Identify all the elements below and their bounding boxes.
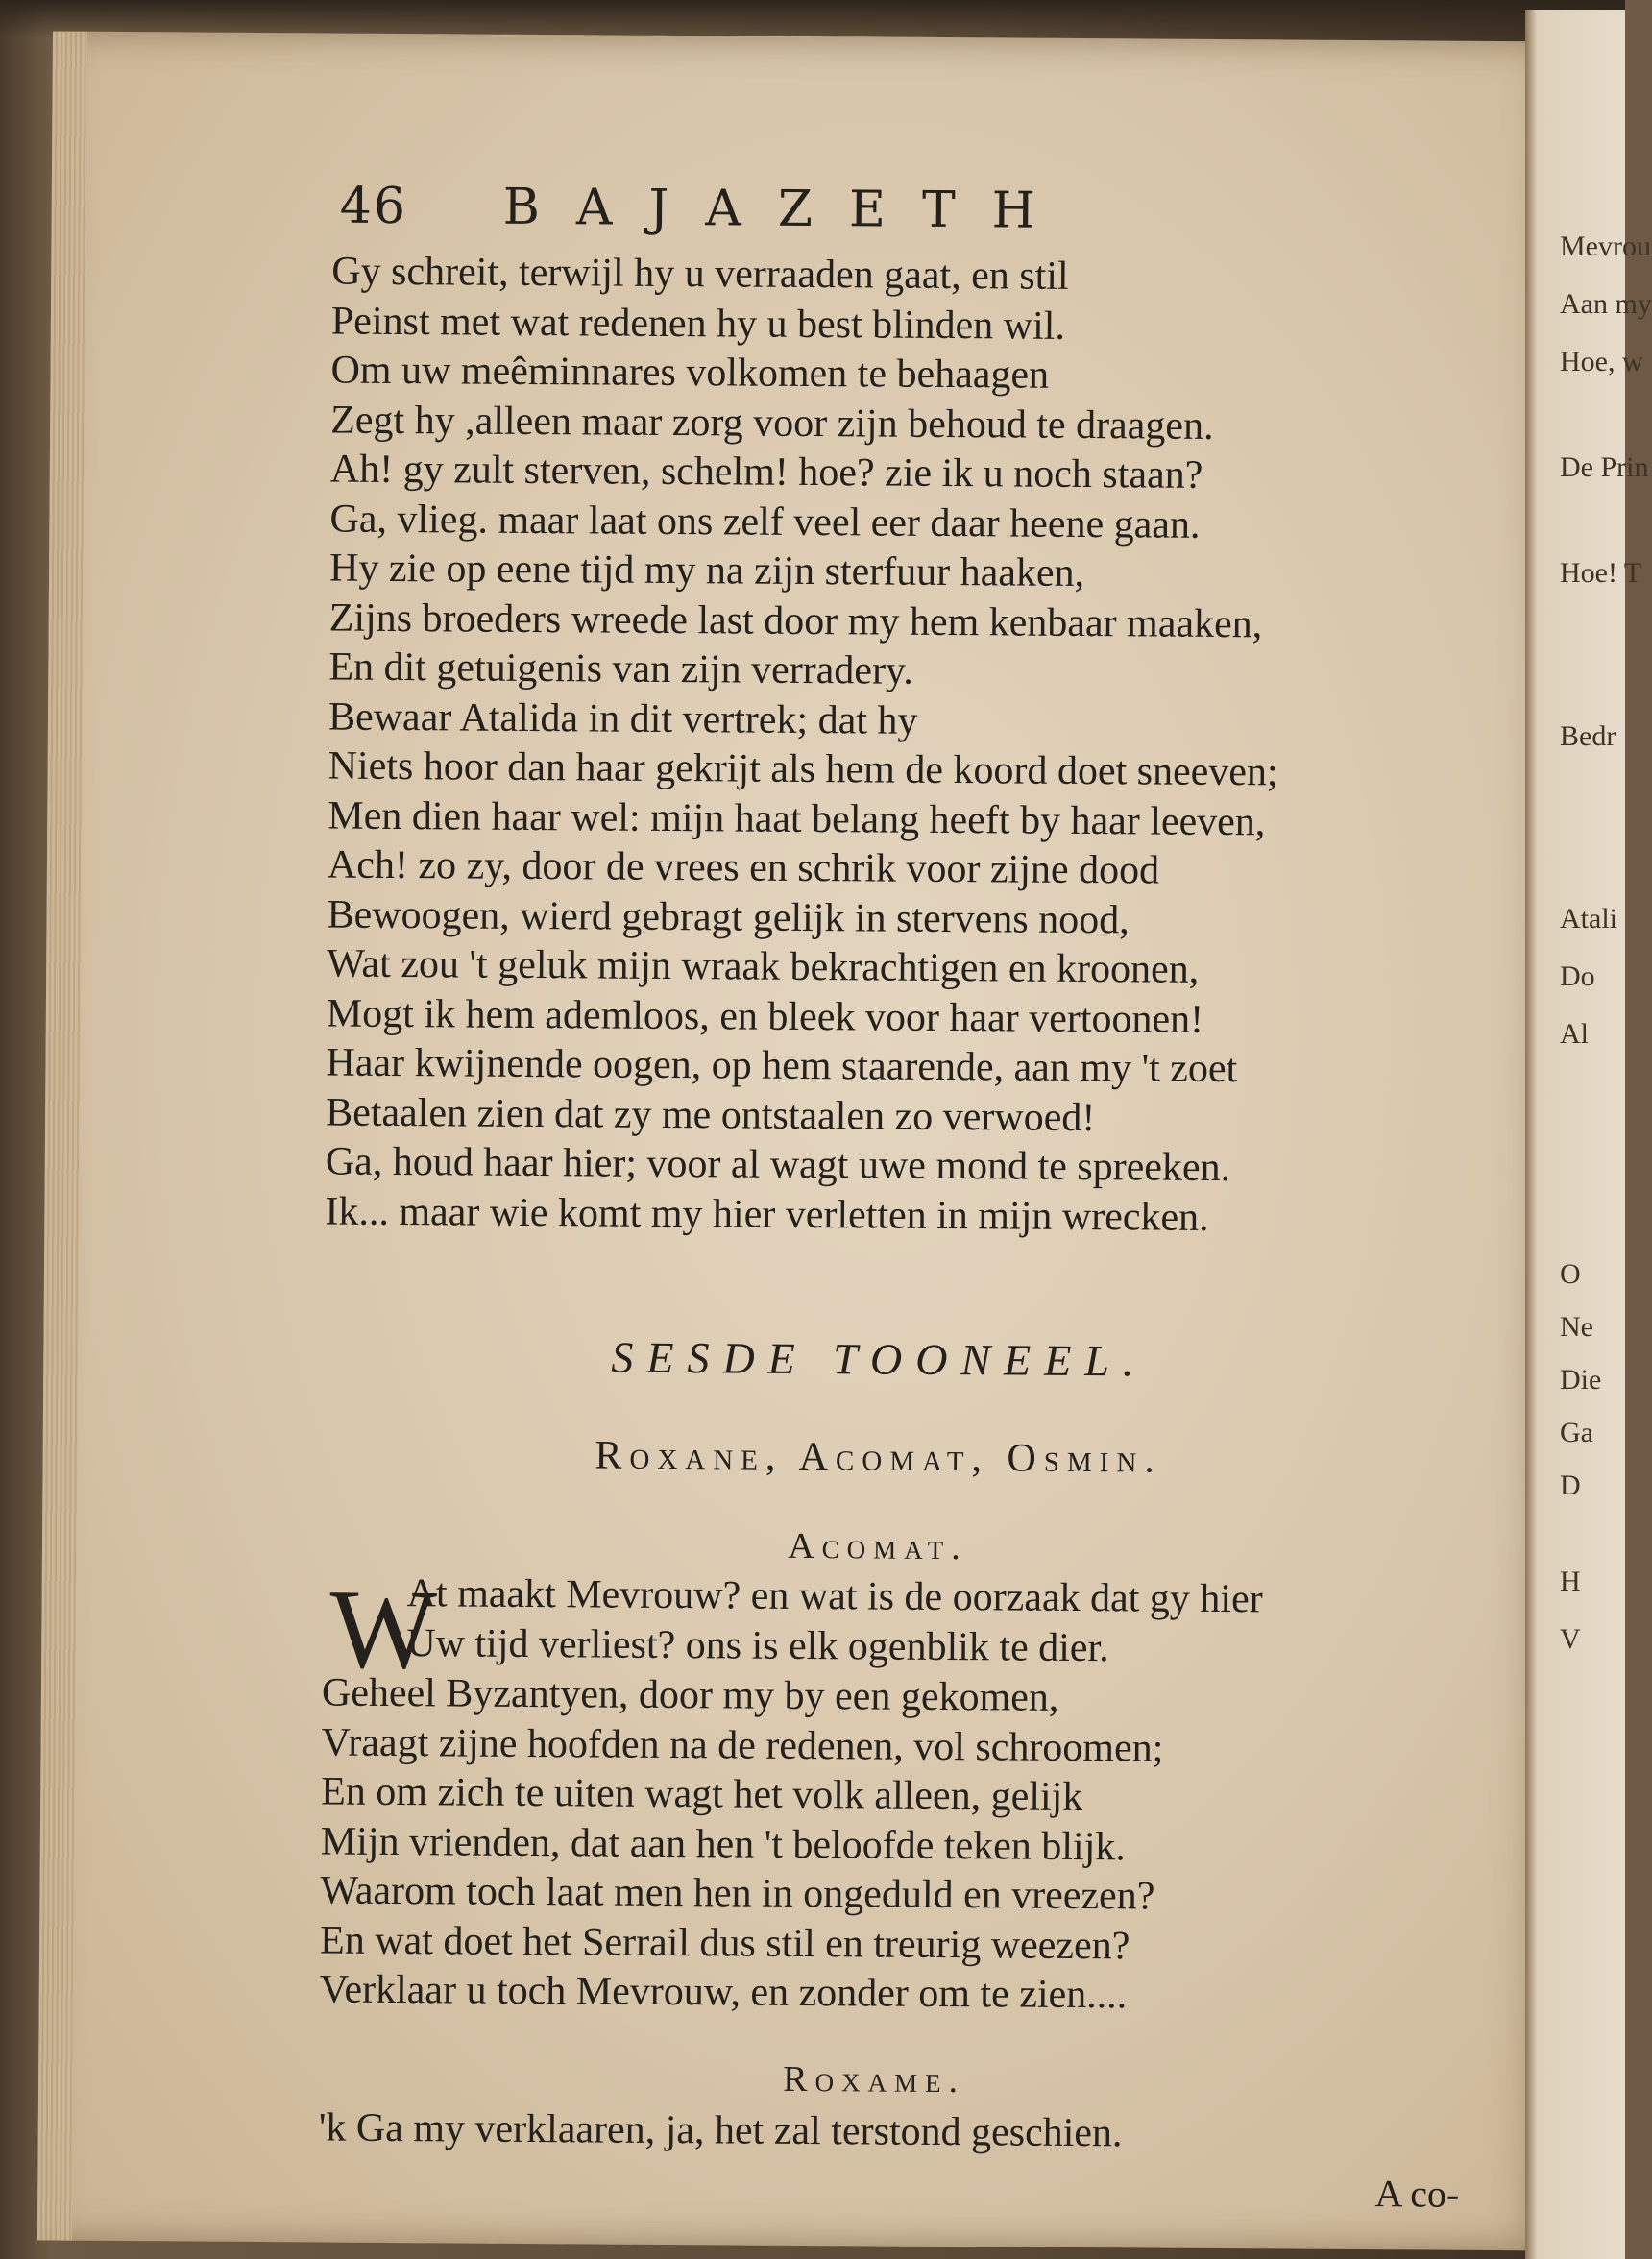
running-head: BAJAZETH [502,178,1073,240]
book-page [37,31,1570,2250]
adjacent-text: Ga [1560,1417,1593,1448]
adjacent-text: Hoe, w [1560,346,1643,377]
adjacent-text: Ne [1560,1311,1593,1343]
adjacent-text: Mevrou [1560,231,1651,262]
verse-line: Ik... maar wie komt my hier verletten in mijn wrecken. [325,1188,1209,1240]
adjacent-text: Atali [1560,903,1617,935]
adjacent-text: Do [1560,960,1595,992]
verse-line: At maakt Mevrouw? en wat is de oorzaak dat gy hier [406,1571,1263,1622]
verse-line: Mijn vrienden, dat aan hen 't beloofde teken blijk. [320,1818,1127,1869]
adjacent-text: Aan my [1560,288,1652,320]
verse-line: Haar kwijnende oogen, op hem staarende, aan my 't zoet [326,1040,1238,1092]
verse-line: Ga, vlieg. maar laat ons zelf veel eer daar heene gaan. [329,497,1201,547]
adjacent-text: H [1560,1566,1581,1597]
verse-line: Ah! gy zult sterven, schelm! hoe? zie ik u noch staan? [329,447,1203,498]
page-number: 46 [339,177,408,236]
verse-line: Verklaar u toch Mevrouw, en zonder om te zien.... [319,1967,1128,2018]
verse-line: Wat zou 't geluk mijn wraak bekrachtigen en kroonen, [327,941,1200,992]
adjacent-text: Hoe! T [1560,557,1642,589]
drop-capital: W [328,1566,438,1693]
verse-line: Men dien haar wel: mijn haat belang heeft by haar leeven, [328,793,1266,844]
adjacent-text: O [1560,1258,1581,1290]
scene-characters: Roxane, Acomat, Osmin. [595,1433,1163,1482]
verse-line: Bewoogen, wierd gebragt gelijk in stervens nood, [327,892,1130,942]
adjacent-text: Al [1560,1018,1589,1050]
adjacent-text: D [1560,1470,1581,1501]
verse-block-top [325,247,1281,1243]
verse-line: Peinst met wat redenen hy u best blinden wil. [330,299,1066,349]
adjacent-text: De Prin [1560,451,1649,483]
dropcap-lines [406,1568,1263,1673]
adjacent-page [1525,10,1652,2259]
adjacent-text: Die [1560,1364,1602,1396]
verse-line: Waarom toch laat men hen in ongeduld en vreezen? [320,1868,1155,1919]
verse-line: En wat doet het Serrail dus stil en treurig weezen? [319,1917,1130,1968]
verse-line: Om uw meêminnares volkomen te behaagen [330,348,1050,398]
verse-line: Ach! zo zy, door de vrees en schrik voor zijne dood [327,842,1160,893]
verse-line: Betaalen zien dat zy me ontstaalen zo verwoed! [326,1089,1096,1140]
verse-line: Bewaar Atalida in dit vertrek; dat hy [328,694,918,743]
verse-line: En om zich te uiten wagt het volk alleen, gelijk [321,1769,1083,1820]
verse-line: Uw tijd verliest? ons is elk ogenblik te dier. [406,1620,1109,1670]
speaker-name: Roxame. [783,2058,966,2101]
verse-line: En dit getuigenis van zijn verradery. [328,644,913,693]
verse-line: Mogt ik hem ademloos, en bleek voor haar vertoonen! [326,990,1204,1042]
scene-title: SESDE TOONEEL. [611,1332,1148,1386]
verse-line: 'k Ga my verklaaren, ja, het zal terstond geschien. [318,2105,1123,2156]
verse-line: Hy zie op eene tijd my na zijn sterfuur haaken, [328,546,1085,595]
adjacent-text: V [1560,1623,1581,1655]
speech-block [319,2102,1123,2157]
verse-line: Niets hoor dan haar gekrijt als hem de koord doet sneeven; [328,743,1278,795]
speech-block [320,1667,1164,2020]
verse-line: Zijns broeders wreede last door my hem kenbaar maaken, [328,595,1263,646]
catchword: A co- [1374,2172,1460,2216]
verse-line: Ga, houd haar hier; voor al wagt uwe mond te spreeken. [325,1139,1231,1191]
speaker-name: Acomat. [788,1525,968,1568]
verse-line: Gy schreit, terwijl hy u verraaden gaat, en stil [331,249,1069,299]
verse-line: Geheel Byzantyen, door my by een gekomen, [321,1670,1059,1720]
verse-line: Vraagt zijne hoofden na de redenen, vol schroomen; [321,1719,1164,1771]
adjacent-text: Bedr [1560,720,1616,752]
verse-line: Zegt hy ,alleen maar zorg voor zijn behoud te draagen. [330,398,1214,449]
page-content [282,177,1531,2216]
